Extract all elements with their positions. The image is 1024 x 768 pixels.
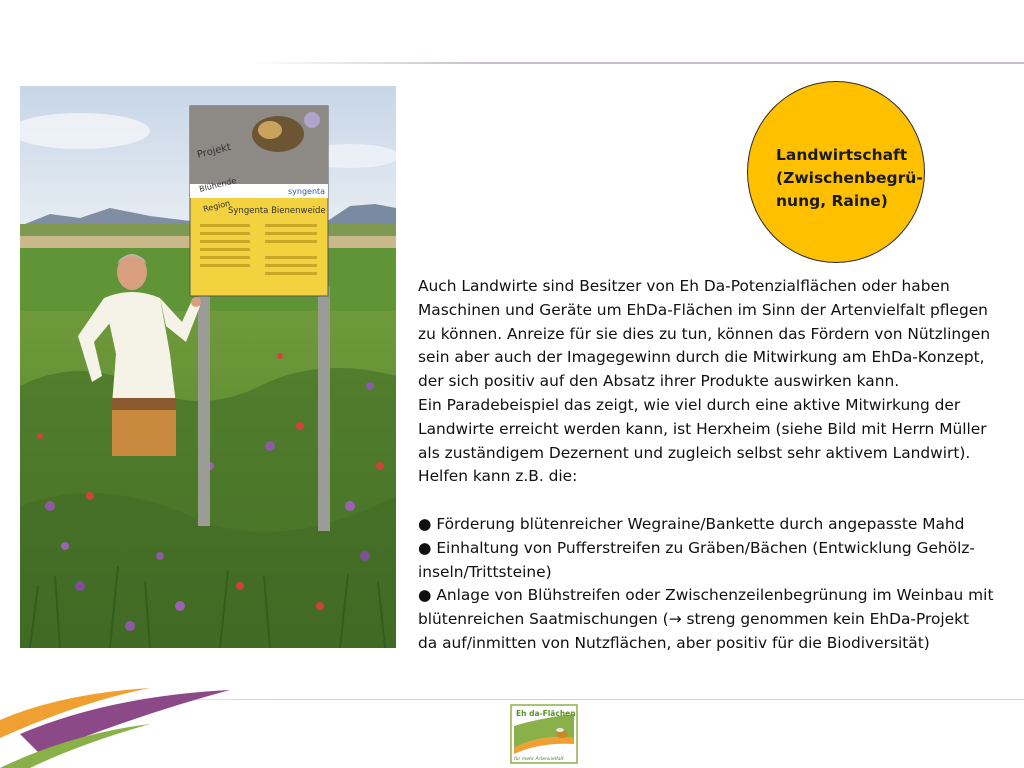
photo-farmer-flower-field [20, 86, 396, 648]
bullet-item-3: ● Anlage von Blühstreifen oder Zwischenzeilenbegrünung im Weinbau mit blütenreichen Saatmischungen (→ streng genommen kein EhDa-Projekt da auf/inmitten von Nutzflächen, aber positiv für die Biodiversität) [418, 586, 994, 652]
sign-tag-bluehende: Blühende [198, 176, 238, 194]
body-text [418, 275, 1024, 656]
logo-title: Eh da-Flächen [516, 709, 576, 718]
bullet-intro: Helfen kann z.B. die: [418, 467, 578, 486]
sign-tag-region: Region [202, 198, 232, 214]
category-badge-label [776, 144, 926, 213]
sign-title: Syngenta Bienenweide [228, 206, 326, 216]
badge-line-3: nung, Raine) [776, 192, 888, 210]
decorative-swoosh [0, 684, 240, 768]
sign-brand: syngenta [288, 187, 326, 196]
paragraph-1: Auch Landwirte sind Besitzer von Eh Da-Potenzialflächen oder haben Maschinen und Geräte um EhDa-Flächen im Sinn der Artenvielfalt pflegen zu können. Anreize für sie dies zu tun, können das Fördern von Nützlingen sein aber auch der Imagegewinn durch die Mitwirkung am EhDa-Konzept, der sich positiv auf den Absatz ihrer Produkte auswirken kann. [418, 277, 991, 391]
logo-subtitle: für mehr Artenvielfalt [514, 757, 564, 762]
top-divider [250, 62, 1024, 64]
paragraph-2: Ein Paradebeispiel das zeigt, wie viel durch eine aktive Mitwirkung der Landwirte erreicht werden kann, ist Herxheim (siehe Bild mit Herrn Müller als zuständigem Dezernent und zugleich selbst sehr aktivem Landwirt). [418, 395, 987, 462]
sign-tag-projekt: Projekt [196, 141, 233, 161]
spacer [418, 489, 1024, 513]
badge-line-1: Landwirtschaft [776, 146, 908, 164]
bullet-item-2: ● Einhaltung von Pufferstreifen zu Gräben/Bächen (Entwicklung Gehölz- inseln/Trittsteine) [418, 538, 975, 581]
badge-line-2: (Zwischenbegrü- [776, 169, 923, 187]
ehda-logo [510, 704, 578, 764]
bullet-item-1: ● Förderung blütenreicher Wegraine/Bankette durch angepasste Mahd [418, 514, 965, 533]
